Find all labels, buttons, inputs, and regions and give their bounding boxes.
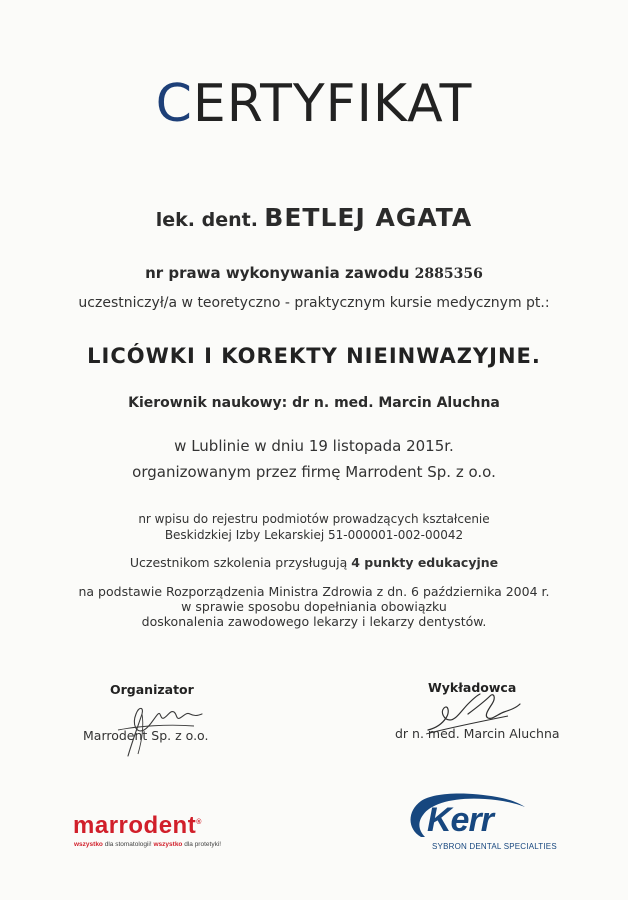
trademark-mark: ® (196, 819, 202, 826)
course-title: LICÓWKI I KOREKTY NIEINWAZYJNE. (87, 344, 541, 368)
tagline-part-a: wszystko (74, 841, 103, 848)
lecturer-name: dr n. med. Marcin Aluchna (395, 726, 560, 741)
place-date: w Lublinie w dniu 19 listopada 2015r. (174, 437, 454, 455)
organizer-label: Organizator (110, 682, 194, 697)
marrodent-name: marrodent (73, 812, 197, 839)
scientific-director: Kierownik naukowy: dr n. med. Marcin Aluchna (128, 395, 500, 411)
participation-text: uczestniczył/a w teoretyczno - praktycznym kursie medycznym pt.: (78, 295, 550, 311)
license-label: nr prawa wykonywania zawodu (145, 264, 410, 282)
kerr-wordmark: Kerr (427, 801, 493, 839)
organizer-signature (98, 690, 218, 760)
regulation-line-2: w sprawie sposobu dopełniania obowiązku (181, 599, 447, 614)
organized-by: organizowanym przez firmę Marrodent Sp. z o.o. (132, 463, 496, 481)
title-rest: ERTYFIKAT (192, 74, 473, 134)
points-value: 4 punkty edukacyjne (351, 555, 499, 570)
recipient-name: BETLEJ AGATA (264, 203, 473, 232)
certificate-title (0, 74, 628, 134)
recipient (0, 203, 628, 232)
title-first-letter: C (155, 74, 193, 134)
tagline-part-c: wszystko (153, 841, 183, 848)
education-points (0, 555, 628, 570)
kerr-logo (405, 793, 555, 855)
points-prefix: Uczestnikom szkolenia przysługują (129, 555, 348, 570)
tagline-part-b: dla stomatologii! (102, 841, 154, 848)
regulation-line-3: doskonalenia zawodowego lekarzy i lekarzy dentystów. (141, 614, 487, 629)
lecturer-label: Wykładowca (428, 680, 517, 695)
organizer-name: Marrodent Sp. z o.o. (83, 728, 209, 743)
regulation-line-1: na podstawie Rozporządzenia Ministra Zdrowia z dn. 6 października 2004 r. (78, 584, 550, 599)
license-line (0, 264, 628, 282)
marrodent-wordmark (73, 812, 202, 840)
marrodent-tagline (74, 841, 221, 848)
marrodent-logo (73, 812, 233, 857)
registry-line-2: Beskidzkiej Izby Lekarskiej 51-000001-002-00042 (164, 528, 464, 542)
license-number: 2885356 (414, 266, 483, 282)
recipient-prefix: lek. dent. (155, 209, 258, 231)
registry-line-1: nr wpisu do rejestru podmiotów prowadzących kształcenie (138, 512, 490, 526)
kerr-subtitle: SYBRON DENTAL SPECIALTIES (432, 842, 557, 851)
tagline-part-d: dla protetyki! (182, 841, 222, 848)
